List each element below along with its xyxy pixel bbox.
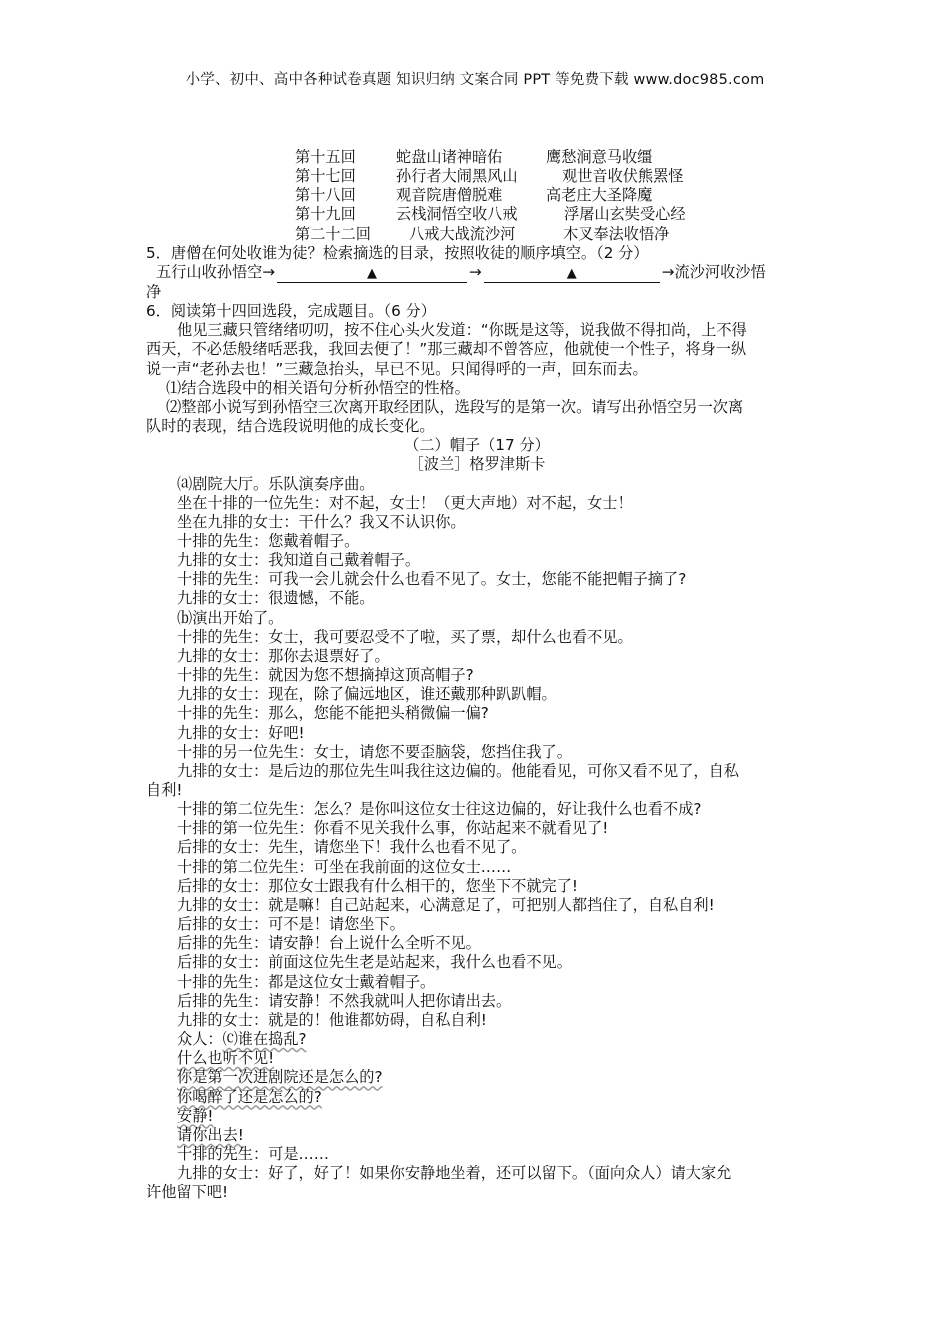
- dialogue-line: 九排的女士：就是的！他谁都妨碍，自私自利!: [177, 1010, 487, 1029]
- crowd-shout: ⒞谁在捣乱?: [222, 1030, 307, 1049]
- answer-blank-1[interactable]: [277, 266, 467, 283]
- crowd-line: [146, 1088, 808, 1107]
- answer-blank-2[interactable]: [484, 266, 660, 283]
- document-body: [146, 148, 808, 1202]
- crowd-label: 众人：: [177, 1030, 223, 1049]
- toc-row: [146, 225, 808, 244]
- dialogue-line: 后排的女士：可不是！请您坐下。: [177, 915, 405, 934]
- fill-start: 五行山收孙悟空→: [156, 262, 276, 281]
- crowd-line: [146, 1068, 808, 1087]
- section-title: （二）帽子（17 分）: [404, 436, 550, 455]
- toc-row: [146, 148, 808, 167]
- passage-line: 他见三藏只管绪绪叨叨，按不住心头火发道：“你既是这等，说我做不得扣尚，上不得: [177, 321, 747, 340]
- dialogue-line: 十排的先生：就因为您不想摘掉这顶高帽子?: [177, 666, 474, 685]
- crowd-line: [146, 1049, 808, 1068]
- toc-list: [146, 148, 808, 244]
- dialogue-line: 十排的另一位先生：女士，请您不要歪脑袋，您挡住我了。: [177, 742, 572, 761]
- dialogue-line: 十排的第二位先生：可坐在我前面的这位女士……: [177, 857, 512, 876]
- dialogue-line: ⒜剧院大厅。乐队演奏序曲。: [177, 474, 375, 493]
- crowd-line: [146, 1107, 808, 1126]
- fill-end: →流沙河收沙悟: [661, 262, 766, 281]
- triangle-mark: ▲: [566, 265, 577, 281]
- chapter-title-b: 鹰愁涧意马收缰: [546, 148, 653, 166]
- dialogue-line: 坐在九排的女士：干什么？我又不认识你。: [177, 512, 466, 531]
- crowd-line: [146, 1030, 808, 1049]
- question-5-prompt: 5．唐僧在何处收谁为徒？检索摘选的目录，按照收徒的顺序填空。（2 分）: [146, 243, 649, 262]
- dialogue-line: ⒝演出开始了。: [177, 608, 284, 627]
- dialogue-line: 九排的女士：好了，好了！如果你安静地坐着，还可以留下。（面向众人）请大家允: [177, 1164, 732, 1183]
- question-5-fill-line: [146, 263, 808, 283]
- chapter-title-b: 观世音收伏熊罴怪: [562, 167, 684, 186]
- sub-question-2-wrap: 队时的表现，结合选段说明他的成长变化。: [146, 417, 435, 436]
- dialogue-line: 后排的先生：请安静！不然我就叫人把你请出去。: [177, 991, 512, 1010]
- chapter-number: 第十五回: [295, 148, 356, 166]
- chapter-title-a: 孙行者大闹黑风山: [396, 167, 518, 186]
- section-author: ［波兰］格罗津斯卡: [408, 455, 546, 474]
- dialogue-line: 十排的第一位先生：你看不见关我什么事，你站起来不就看见了!: [177, 819, 609, 838]
- dialogue-line: 十排的先生：那么，您能不能把头稍微偏一偏?: [177, 704, 489, 723]
- dialogue-line: 九排的女士：现在，除了偏远地区，谁还戴那种趴趴帽。: [177, 685, 557, 704]
- crowd-shout: 安静!: [177, 1106, 214, 1125]
- dialogue-line: 九排的女士：就是嘛！自己站起来，心满意足了，可把别人都挡住了，自私自利!: [177, 895, 715, 914]
- dialogue-block: [146, 475, 808, 1203]
- crowd-shout: 什么也听不见!: [177, 1049, 275, 1068]
- dialogue-line: 十排的先生：女士，我可要忍受不了啦，买了票，却什么也看不见。: [177, 627, 633, 646]
- dialogue-line: 后排的女士：那位女士跟我有什么相干的，您坐下不就完了!: [177, 876, 578, 895]
- dialogue-line: 后排的女士：前面这位先生老是站起来，我什么也看不见。: [177, 953, 572, 972]
- chapter-number: 第二十二回: [295, 224, 371, 243]
- dialogue-line: 十排的先生：都是这位女士戴着帽子。: [177, 972, 436, 991]
- chapter-title-a: 观音院唐僧脱难: [396, 186, 503, 205]
- dialogue-line: 十排的先生：可是……: [177, 1144, 329, 1163]
- chapter-number: 第十九回: [295, 205, 356, 224]
- sub-question-1: ⑴结合选段中的相关语句分析孙悟空的性格。: [166, 378, 470, 397]
- dialogue-line: 后排的女士：先生，请您坐下！我什么也看不见了。: [177, 838, 527, 857]
- chapter-title-b: 木叉奉法收悟净: [563, 224, 670, 243]
- dialogue-line-wrap: 许他留下吧!: [146, 1183, 229, 1202]
- dialogue-line: 后排的先生：请安静！台上说什么全听不见。: [177, 934, 481, 953]
- passage-line: 说一声“老孙去也！”三藏急抬头，早已不见。只闻得呼的一声，回东而去。: [146, 359, 648, 378]
- page-header: 小学、初中、高中各种试卷真题 知识归纳 文案合同 PPT 等免费下载 www.doc985.com: [185, 72, 765, 88]
- dialogue-line: 九排的女士：好吧!: [177, 723, 305, 742]
- chapter-number: 第十八回: [295, 186, 356, 205]
- question-6-prompt: 6．阅读第十四回选段，完成题目。（6 分）: [146, 302, 436, 321]
- crowd-shout: 你是第一次进剧院还是怎么的?: [177, 1068, 383, 1087]
- crowd-shout: 请你出去!: [177, 1125, 244, 1144]
- crowd-line: [146, 1126, 808, 1145]
- chapter-number: 第十七回: [295, 167, 356, 186]
- dialogue-line: 九排的女士：那你去退票好了。: [177, 646, 390, 665]
- question-5-fill-wrap: 净: [146, 282, 162, 301]
- toc-row: [146, 205, 808, 224]
- arrow-text: →: [469, 262, 482, 281]
- toc-row: [146, 186, 808, 205]
- toc-row: [146, 167, 808, 186]
- dialogue-line: 十排的先生：您戴着帽子。: [177, 531, 360, 550]
- dialogue-line: 坐在十排的一位先生：对不起，女士！（更大声地）对不起，女士！: [177, 493, 633, 512]
- passage-line: 西天，不必恁般绪咶恶我，我回去便了！”那三藏却不曾答应，他就使一个性子，将身一纵: [146, 340, 747, 359]
- dialogue-line: 十排的先生：可我一会儿就会什么也看不见了。女士，您能不能把帽子摘了?: [177, 570, 687, 589]
- chapter-title-b: 浮屠山玄奘受心经: [564, 205, 686, 224]
- dialogue-line-wrap: 自利!: [146, 781, 183, 799]
- crowd-shout: 你喝醉了还是怎么的?: [177, 1087, 322, 1106]
- chapter-title-b: 高老庄大圣降魔: [546, 186, 653, 205]
- chapter-title-a: 八戒大战流沙河: [409, 224, 516, 243]
- triangle-mark: ▲: [367, 265, 378, 281]
- sub-question-2: ⑵整部小说写到孙悟空三次离开取经团队，选段写的是第一次。请写出孙悟空另一次离: [166, 397, 744, 416]
- dialogue-line: 九排的女士：我知道自己戴着帽子。: [177, 551, 420, 570]
- chapter-title-a: 蛇盘山诸神暗佑: [396, 148, 503, 166]
- chapter-title-a: 云栈洞悟空收八戒: [396, 205, 518, 224]
- dialogue-line: 十排的第二位先生：怎么？是你叫这位女士往这边偏的，好让我什么也看不成?: [177, 800, 702, 819]
- dialogue-line: 九排的女士：是后边的那位先生叫我往这边偏的。他能看见，可你又看不见了，自私: [177, 761, 739, 780]
- dialogue-line: 九排的女士：很遗憾，不能。: [177, 589, 375, 608]
